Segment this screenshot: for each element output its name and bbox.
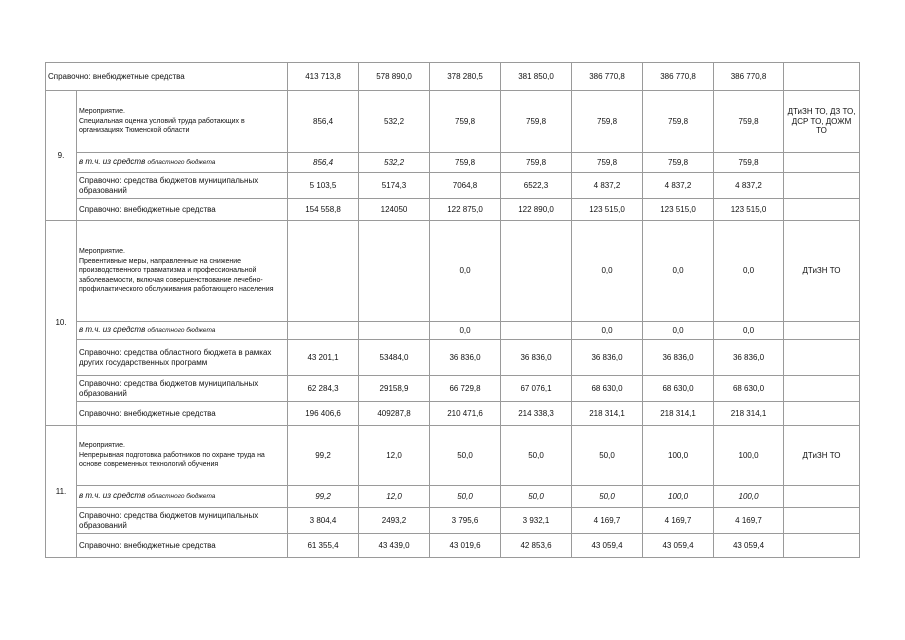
responsible-cell [784, 63, 860, 91]
subrow-label-part: в т.ч. из средств [79, 325, 146, 335]
cell-value: 36 836,0 [643, 340, 714, 376]
cell-value: 122 890,0 [501, 199, 572, 221]
cell-value: 100,0 [643, 426, 714, 486]
cell-value: 68 630,0 [572, 376, 643, 402]
table-body [46, 63, 860, 558]
responsible-cell [784, 402, 860, 426]
table-row [46, 153, 860, 173]
cell-value: 378 280,5 [430, 63, 501, 91]
cell-value: 409287,8 [359, 402, 430, 426]
table-row [46, 173, 860, 199]
table-row [46, 508, 860, 534]
responsible-cell [784, 199, 860, 221]
cell-value: 36 836,0 [572, 340, 643, 376]
cell-value: 3 932,1 [501, 508, 572, 534]
cell-value: 123 515,0 [643, 199, 714, 221]
cell-value: 68 630,0 [643, 376, 714, 402]
responsible-cell [784, 173, 860, 199]
cell-value: 759,8 [501, 91, 572, 153]
cell-value: 43 059,4 [643, 534, 714, 558]
responsible-cell: ДТиЗН ТО [784, 426, 860, 486]
cell-value: 62 284,3 [288, 376, 359, 402]
cell-value: 43 439,0 [359, 534, 430, 558]
cell-value: 43 059,4 [714, 534, 784, 558]
cell-value: 218 314,1 [714, 402, 784, 426]
cell-value: 759,8 [643, 153, 714, 173]
cell-value: 43 059,4 [572, 534, 643, 558]
cell-value: 381 850,0 [501, 63, 572, 91]
table-row [46, 63, 860, 91]
budget-table [45, 62, 860, 558]
cell-value [288, 221, 359, 322]
cell-value: 100,0 [643, 486, 714, 508]
subrow-label-part: в т.ч. из средств [79, 157, 146, 167]
subrow-label [77, 322, 288, 340]
row-label: Справочно: средства бюджетов муниципальных образований [77, 508, 288, 534]
row-label: Справочно: средства бюджетов муниципальных образований [77, 173, 288, 199]
responsible-cell: ДТиЗН ТО [784, 221, 860, 322]
subrow-label-source: областного бюджета [147, 327, 216, 335]
cell-value: 413 713,8 [288, 63, 359, 91]
cell-value: 759,8 [714, 91, 784, 153]
cell-value: 2493,2 [359, 508, 430, 534]
subrow-label [77, 486, 288, 508]
cell-value: 196 406,6 [288, 402, 359, 426]
cell-value: 154 558,8 [288, 199, 359, 221]
responsible-cell [784, 153, 860, 173]
cell-value: 99,2 [288, 426, 359, 486]
cell-value: 50,0 [430, 486, 501, 508]
cell-value: 210 471,6 [430, 402, 501, 426]
responsible-cell [784, 508, 860, 534]
cell-value [501, 221, 572, 322]
cell-value: 5174,3 [359, 173, 430, 199]
cell-value: 36 836,0 [714, 340, 784, 376]
row-label: Справочно: внебюджетные средства [77, 199, 288, 221]
cell-value: 214 338,3 [501, 402, 572, 426]
cell-value [501, 322, 572, 340]
table-row [46, 402, 860, 426]
cell-value: 4 169,7 [714, 508, 784, 534]
cell-value: 50,0 [501, 426, 572, 486]
cell-value: 100,0 [714, 486, 784, 508]
cell-value: 0,0 [643, 221, 714, 322]
cell-value: 759,8 [430, 153, 501, 173]
table-row [46, 91, 860, 153]
cell-value: 0,0 [714, 221, 784, 322]
subrow-label-source: областного бюджета [147, 159, 216, 167]
subrow-label [77, 153, 288, 173]
cell-value: 759,8 [714, 153, 784, 173]
cell-value: 4 169,7 [643, 508, 714, 534]
row-label: Справочно: средства бюджетов муниципальных образований [77, 376, 288, 402]
cell-value [359, 221, 430, 322]
responsible-cell [784, 340, 860, 376]
responsible-cell: ДТиЗН ТО, ДЗ ТО, ДСР ТО, ДОЖМ ТО [784, 91, 860, 153]
cell-value: 50,0 [572, 426, 643, 486]
cell-value: 36 836,0 [501, 340, 572, 376]
cell-value: 50,0 [501, 486, 572, 508]
cell-value: 4 837,2 [643, 173, 714, 199]
cell-value: 100,0 [714, 426, 784, 486]
responsible-cell [784, 322, 860, 340]
cell-value: 43 201,1 [288, 340, 359, 376]
cell-value: 5 103,5 [288, 173, 359, 199]
cell-value: 759,8 [643, 91, 714, 153]
cell-value: 42 853,6 [501, 534, 572, 558]
cell-value: 856,4 [288, 153, 359, 173]
cell-value: 218 314,1 [572, 402, 643, 426]
table-row [46, 221, 860, 322]
row-label: Справочно: внебюджетные средства [77, 402, 288, 426]
subrow-label-part: в т.ч. из средств [79, 491, 146, 501]
responsible-cell [784, 376, 860, 402]
cell-value [288, 322, 359, 340]
cell-value: 0,0 [572, 322, 643, 340]
cell-value: 6522,3 [501, 173, 572, 199]
cell-value: 3 795,6 [430, 508, 501, 534]
item-number: 11. [46, 426, 77, 558]
cell-value: 36 836,0 [430, 340, 501, 376]
cell-value: 218 314,1 [643, 402, 714, 426]
cell-value: 50,0 [430, 426, 501, 486]
cell-value: 0,0 [643, 322, 714, 340]
subrow-label-source: областного бюджета [147, 493, 216, 501]
cell-value: 50,0 [572, 486, 643, 508]
item-number: 10. [46, 221, 77, 426]
cell-value: 123 515,0 [572, 199, 643, 221]
cell-value: 856,4 [288, 91, 359, 153]
row-label: Справочно: внебюджетные средства [46, 63, 288, 91]
cell-value: 53484,0 [359, 340, 430, 376]
item-number: 9. [46, 91, 77, 221]
cell-value: 7064,8 [430, 173, 501, 199]
activity-label: Мероприятие. Непрерывная подготовка работников по охране труда на основе современных технологий обучения [77, 426, 288, 486]
cell-value [359, 322, 430, 340]
cell-value: 4 837,2 [714, 173, 784, 199]
cell-value: 532,2 [359, 91, 430, 153]
row-label: Справочно: внебюджетные средства [77, 534, 288, 558]
activity-label: Мероприятие. Специальная оценка условий труда работающих в организациях Тюменской области [77, 91, 288, 153]
cell-value: 0,0 [430, 221, 501, 322]
table-row [46, 426, 860, 486]
row-label: Справочно: средства областного бюджета в рамках других государственных программ [77, 340, 288, 376]
cell-value: 386 770,8 [643, 63, 714, 91]
table-row [46, 322, 860, 340]
activity-label: Мероприятие. Превентивные меры, направленные на снижение производственного травматизма и профессиональной заболеваемости, включая совершенствование лечебно-профилактического обслуживания работающего населения [77, 221, 288, 322]
cell-value: 0,0 [714, 322, 784, 340]
cell-value: 123 515,0 [714, 199, 784, 221]
table-row [46, 486, 860, 508]
cell-value: 43 019,6 [430, 534, 501, 558]
table-row [46, 199, 860, 221]
cell-value: 578 890,0 [359, 63, 430, 91]
cell-value: 67 076,1 [501, 376, 572, 402]
cell-value: 4 169,7 [572, 508, 643, 534]
cell-value: 4 837,2 [572, 173, 643, 199]
cell-value: 99,2 [288, 486, 359, 508]
cell-value: 386 770,8 [572, 63, 643, 91]
cell-value: 0,0 [430, 322, 501, 340]
cell-value: 29158,9 [359, 376, 430, 402]
cell-value: 3 804,4 [288, 508, 359, 534]
responsible-cell [784, 486, 860, 508]
table-row [46, 534, 860, 558]
cell-value: 386 770,8 [714, 63, 784, 91]
cell-value: 532,2 [359, 153, 430, 173]
cell-value: 759,8 [572, 153, 643, 173]
cell-value: 124050 [359, 199, 430, 221]
cell-value: 66 729,8 [430, 376, 501, 402]
cell-value: 0,0 [572, 221, 643, 322]
cell-value: 12,0 [359, 426, 430, 486]
cell-value: 61 355,4 [288, 534, 359, 558]
cell-value: 759,8 [430, 91, 501, 153]
cell-value: 68 630,0 [714, 376, 784, 402]
cell-value: 122 875,0 [430, 199, 501, 221]
cell-value: 759,8 [572, 91, 643, 153]
cell-value: 759,8 [501, 153, 572, 173]
table-row [46, 376, 860, 402]
cell-value: 12,0 [359, 486, 430, 508]
responsible-cell [784, 534, 860, 558]
table-row [46, 340, 860, 376]
